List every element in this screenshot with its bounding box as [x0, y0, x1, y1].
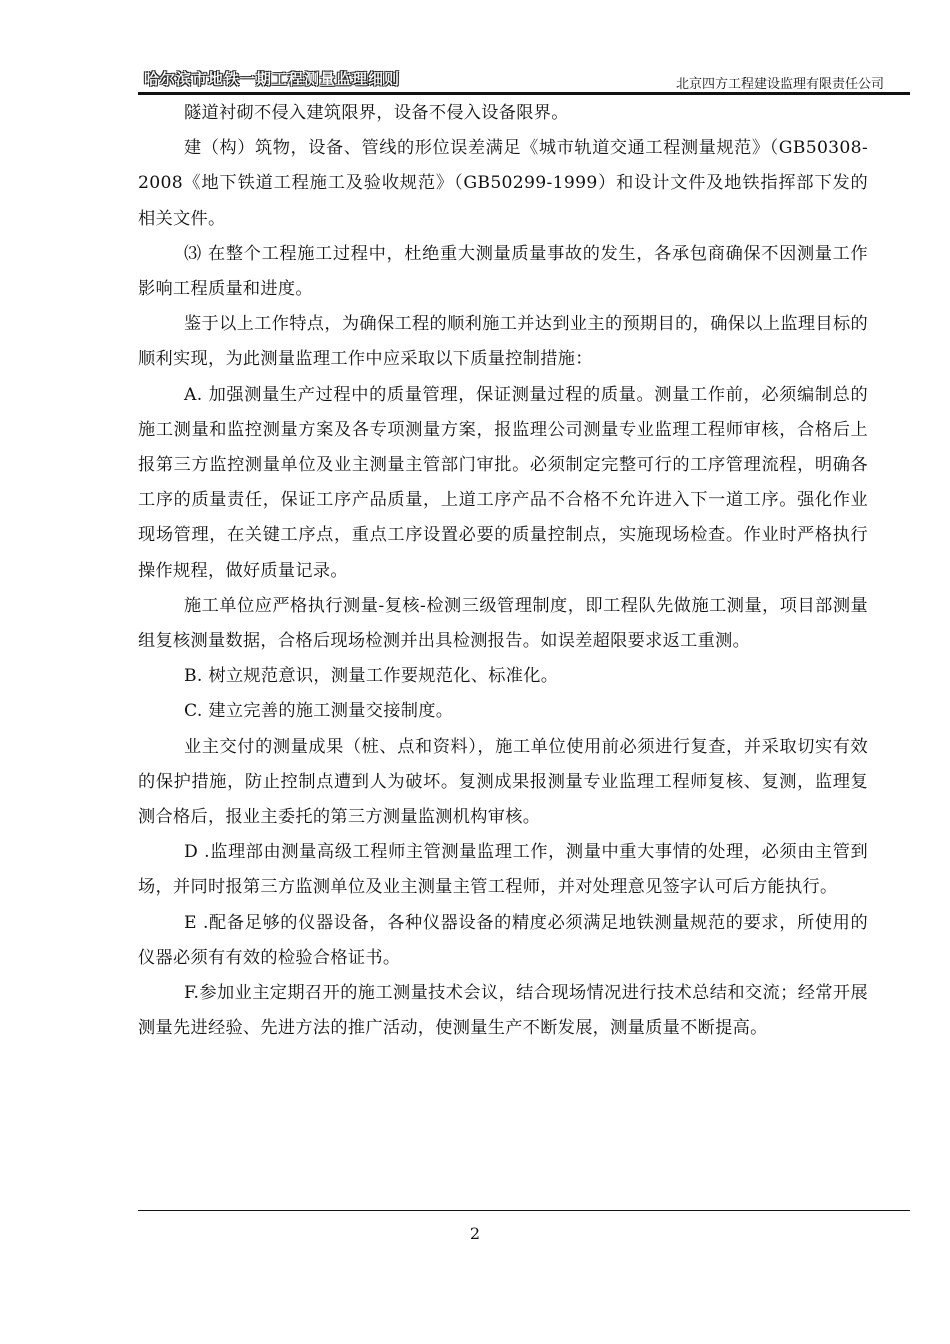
- footer-divider: [138, 1210, 910, 1211]
- paragraph: E .配备足够的仪器设备，各种仪器设备的精度必须满足地铁测量规范的要求，所使用的仪器必须有有效的检验合格证书。: [138, 912, 868, 968]
- header-divider: [138, 92, 910, 95]
- document-title: 哈尔滨市地铁一期工程测量监理细则: [144, 70, 401, 88]
- paragraph: 鉴于以上工作特点，为确保工程的顺利施工并达到业主的预期目的，确保以上监理目标的顺利实现，为此测量监理工作中应采取以下质量控制措施：: [138, 314, 868, 370]
- paragraph: B. 树立规范意识，测量工作要规范化、标准化。: [184, 666, 559, 687]
- paragraph: 隧道衬砌不侵入建筑限界，设备不侵入设备限界。: [184, 103, 569, 123]
- paragraph: 施工单位应严格执行测量-复核-检测三级管理制度，即工程队先做施工测量，项目部测量组复核测量数据，合格后现场检测并出具检测报告。如误差超限要求返工重测。: [138, 595, 868, 652]
- paragraph: 建（构）筑物，设备、管线的形位误差满足《城市轨道交通工程测量规范》（GB50308-2008《地下铁道工程施工及验收规范》（GB50299-1999）和设计文件及地铁指挥部下发的相关文件。: [138, 138, 868, 229]
- paragraph: A. 加强测量生产过程中的质量管理，保证测量过程的质量。测量工作前，必须编制总的施工测量和监控测量方案及各专项测量方案，报监理公司测量专业监理工程师审核，合格后上报第三方监控测量单位及业主测量主管部门审批。必须制定完整可行的工序管理流程，明确各工序的质量责任，保证工序产品质量，上道工序产品不合格不允许进入下一道工序。强化作业现场管理，在关键工序点，重点工序设置必要的质量控制点，实施现场检查。作业时严格执行操作规程，做好质量记录。: [138, 384, 868, 581]
- document-body: [138, 96, 868, 1046]
- page-header: [138, 66, 910, 92]
- company-name: 北京四方工程建设监理有限责任公司: [675, 77, 884, 92]
- paragraph: F.参加业主定期召开的施工测量技术会议，结合现场情况进行技术总结和交流；经常开展测量先进经验、先进方法的推广活动，使测量生产不断发展，测量质量不断提高。: [138, 983, 868, 1039]
- paragraph: D .监理部由测量高级工程师主管测量监理工作，测量中重大事情的处理，必须由主管到场，并同时报第三方监测单位及业主测量主管工程师，并对处理意见签字认可后方能执行。: [138, 842, 868, 898]
- paragraph: C. 建立完善的施工测量交接制度。: [184, 701, 454, 722]
- paragraph: ⑶ 在整个工程施工过程中，杜绝重大测量质量事故的发生，各承包商确保不因测量工作影响工程质量和进度。: [138, 243, 868, 300]
- paragraph: 业主交付的测量成果（桩、点和资料），施工单位使用前必须进行复查，并采取切实有效的保护措施，防止控制点遭到人为破坏。复测成果报测量专业监理工程师复核、复测，监理复测合格后，报业主委托的第三方测量监测机构审核。: [138, 736, 868, 828]
- page-number: 2: [469, 1224, 481, 1243]
